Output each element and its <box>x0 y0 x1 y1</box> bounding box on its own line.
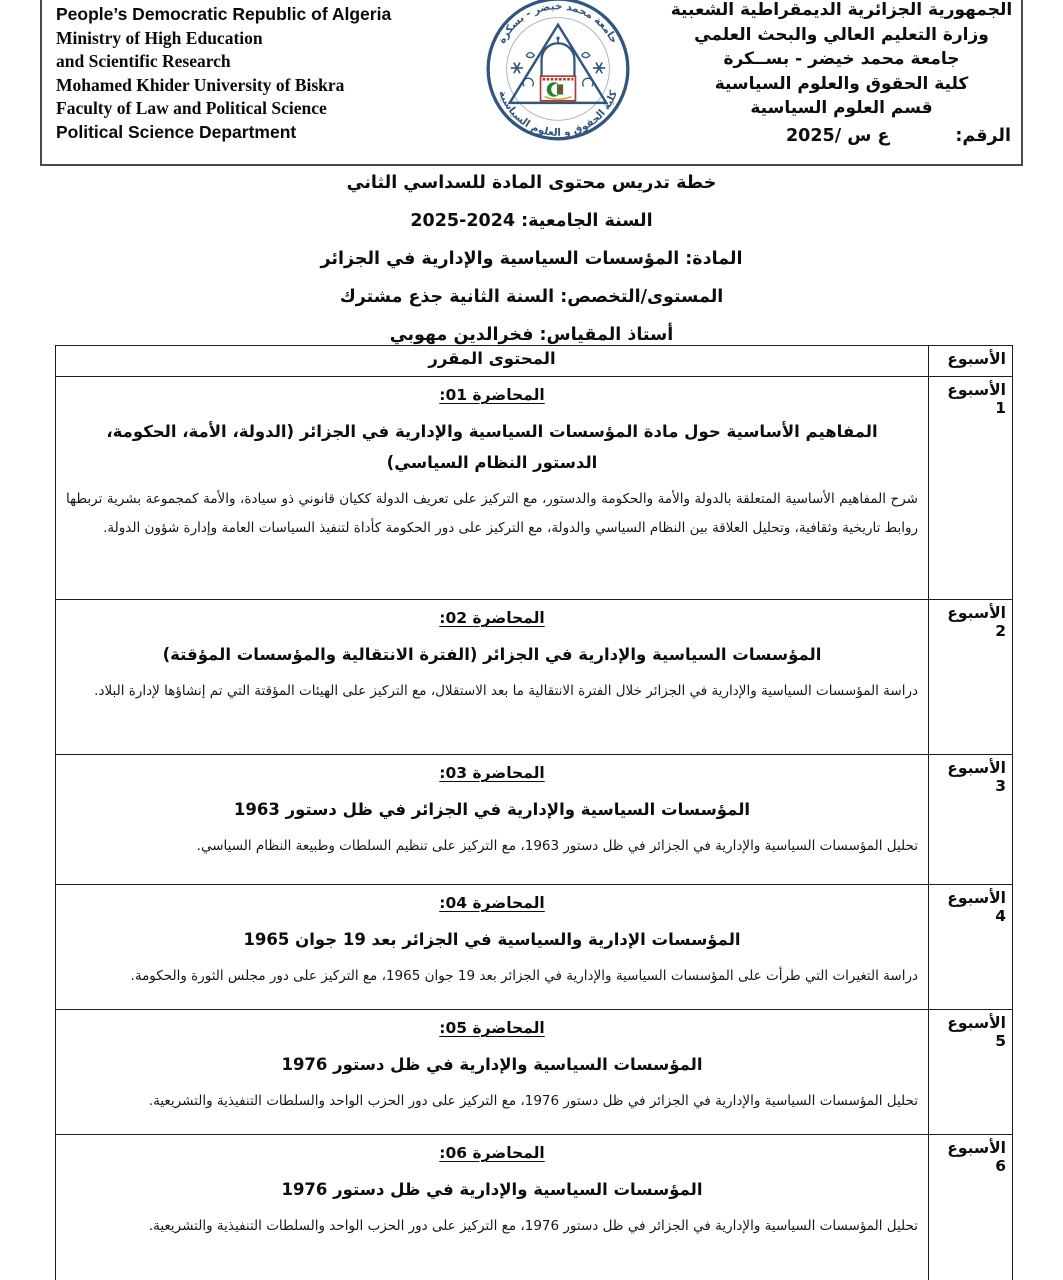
week-label: الأسبوع 2 <box>929 600 1013 755</box>
syllabus-table <box>55 345 1013 1280</box>
reference-number-line <box>668 121 1015 149</box>
lecture-title: المؤسسات السياسية والإدارية في الجزائر في ظل دستور 1963 <box>233 800 751 819</box>
header-line-en: Faculty of Law and Political Science <box>56 98 327 118</box>
letterhead-arabic <box>664 0 1021 164</box>
week-content <box>56 1135 929 1280</box>
professor-name: أستاذ المقياس: فخرالدين مهوبي <box>389 325 674 345</box>
header-line-ar: قسم العلوم السياسية <box>750 98 933 118</box>
header-line-ar: الجمهورية الجزائرية الديمقراطية الشعبية <box>670 0 1013 20</box>
week-label: الأسبوع 3 <box>929 755 1013 885</box>
reference-label: الرقم: <box>955 125 1011 146</box>
week-content <box>56 600 929 755</box>
lecture-description: تحليل المؤسسات السياسية والإدارية في الجزائر في ظل دستور 1963، مع التركيز على تنظيم السلطات وطبيعة النظام السياسي. <box>196 838 918 854</box>
week-label: الأسبوع 1 <box>929 377 1013 600</box>
table-row <box>56 885 1013 1010</box>
header-line-ar: وزارة التعليم العالي والبحث العلمي <box>694 24 989 45</box>
reference-value: ع س /2025 <box>786 125 890 146</box>
letterhead-english <box>42 0 452 164</box>
logo-dome-icon <box>542 43 575 76</box>
week-label: الأسبوع 5 <box>929 1010 1013 1135</box>
lecture-description: دراسة المؤسسات السياسية والإدارية في الجزائر خلال الفترة الانتقالية ما بعد الاستقلال، مع التركيز على الهيئات المؤقتة التي تم إنشاؤها لإدارة البلاد. <box>94 683 918 699</box>
lecture-title: المؤسسات السياسية والإدارية في الجزائر (الفترة الانتقالية والمؤسسات المؤقتة) <box>162 645 822 664</box>
header-line-en: Political Science Department <box>56 121 297 142</box>
week-content <box>56 1010 929 1135</box>
header-line-en: Ministry of High Education <box>56 27 263 48</box>
lecture-description: تحليل المؤسسات السياسية والإدارية في الجزائر في ظل دستور 1976، مع التركيز على دور الحزب الواحد والسلطات التنفيذية والتشريعية. <box>148 1218 918 1234</box>
table-row <box>56 1010 1013 1135</box>
lecture-number: المحاضرة 01: <box>439 386 545 404</box>
logo-top-text: جامعة محمد خيضر - بسكرة <box>495 0 621 46</box>
plan-title: خطة تدريس محتوى المادة للسداسي الثاني <box>346 173 717 193</box>
header-line-en: People’s Democratic Republic of Algeria <box>56 4 392 24</box>
header-line-en: and Scientific Research <box>56 51 231 71</box>
lecture-description: شرح المفاهيم الأساسية المتعلقة بالدولة والأمة والحكومة والدستور، مع التركيز على تعريف الدولة ككيان قانوني ذو سيادة، والأمة كمجموعة بشرية تربطها روابط تاريخية وثقافية، وتحليل العلاقة بين النظام السياسي والدولة، مع التركيز على دور الحكومة كأداة لتنفيذ السياسات العامة وإدارة شؤون الدولة. <box>66 491 918 536</box>
lecture-number: المحاضرة 03: <box>439 764 545 782</box>
week-label: الأسبوع 4 <box>929 885 1013 1010</box>
level-speciality: المستوى/التخصص: السنة الثانية جذع مشترك <box>339 287 724 307</box>
table-row <box>56 1135 1013 1280</box>
table-row <box>56 755 1013 885</box>
table-row <box>56 377 1013 600</box>
lecture-number: المحاضرة 06: <box>439 1144 545 1162</box>
week-content <box>56 377 929 600</box>
document-titles <box>0 164 1063 354</box>
course-subject: المادة: المؤسسات السياسية والإدارية في الجزائر <box>320 249 743 269</box>
lecture-description: دراسة التغيرات التي طرأت على المؤسسات السياسية والإدارية في الجزائر بعد 19 جوان 1965، مع التركيز على دور مجلس الثورة والحكومة. <box>130 968 918 984</box>
table-row <box>56 600 1013 755</box>
header-line-en: Mohamed Khider University of Biskra <box>56 74 345 95</box>
week-column-header: الأسبوع <box>929 346 1013 377</box>
lecture-title: المفاهيم الأساسية حول مادة المؤسسات السياسية والإدارية في الجزائر (الدولة، الأمة، الحكومة، الدستور النظام السياسي) <box>106 422 878 472</box>
letterhead <box>40 0 1023 166</box>
academic-year: السنة الجامعية: 2024‏-2025 <box>410 211 653 231</box>
lecture-description: تحليل المؤسسات السياسية والإدارية في الجزائر في ظل دستور 1976، مع التركيز على دور الحزب الواحد والسلطات التنفيذية والتشريعية. <box>148 1093 918 1109</box>
content-column-header: المحتوى المقرر <box>56 346 929 377</box>
lecture-number: المحاضرة 05: <box>439 1019 545 1037</box>
table-header-row <box>56 346 1013 377</box>
lecture-title: المؤسسات السياسية والإدارية في ظل دستور 1976 <box>281 1055 703 1074</box>
logo-emblem <box>541 76 576 101</box>
lecture-title: المؤسسات الإدارية والسياسية في الجزائر بعد 19 جوان 1965 <box>243 930 741 949</box>
university-logo <box>452 0 664 164</box>
header-line-ar: كلية الحقوق والعلوم السياسية <box>714 73 969 94</box>
week-content <box>56 885 929 1010</box>
week-content <box>56 755 929 885</box>
university-logo-seal <box>480 0 636 146</box>
week-label: الأسبوع 6 <box>929 1135 1013 1280</box>
lecture-number: المحاضرة 04: <box>439 894 545 912</box>
lecture-number: المحاضرة 02: <box>439 609 545 627</box>
header-line-ar: جامعة محمد خيضر - بســكرة <box>723 49 960 69</box>
lecture-title: المؤسسات السياسية والإدارية في ظل دستور 1976 <box>281 1180 703 1199</box>
logo-bottom-text: كلية الحقوق و العلوم السياسية <box>496 88 620 139</box>
